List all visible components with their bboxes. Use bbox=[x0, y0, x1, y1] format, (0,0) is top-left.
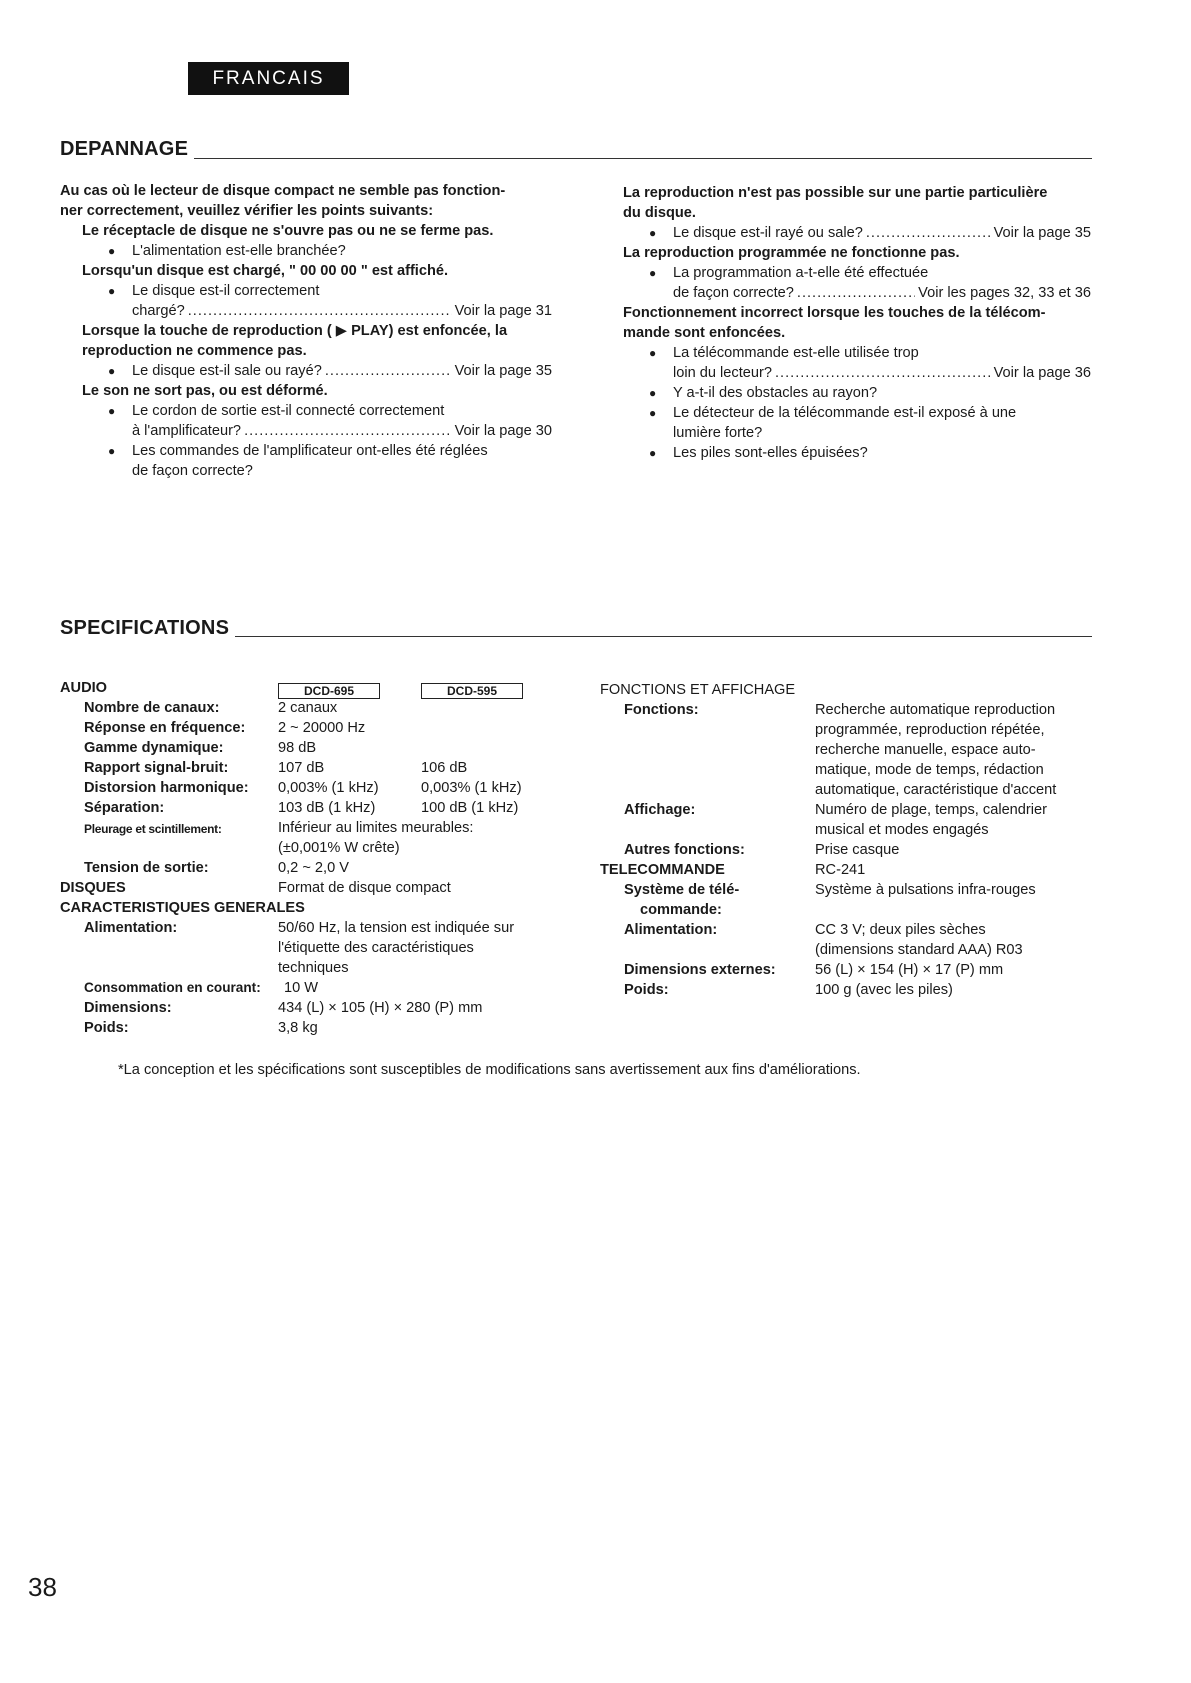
remote-heading: TELECOMMANDE bbox=[600, 862, 725, 878]
spec-value: 56 (L) × 154 (H) × 17 (P) mm bbox=[815, 962, 1004, 978]
spec-value: 106 dB bbox=[421, 760, 468, 776]
spec-value: 2 canaux bbox=[278, 700, 338, 716]
spec-value: Format de disque compact bbox=[278, 880, 451, 896]
spec-label: Consommation en courant: bbox=[84, 980, 261, 995]
spec-value: 0,003% (1 kHz) bbox=[278, 780, 379, 796]
audio-heading: AUDIO bbox=[60, 680, 108, 696]
spec-value: l'étiquette des caractéristiques bbox=[278, 940, 474, 956]
spec-value: RC-241 bbox=[815, 862, 866, 878]
spec-label: Nombre de canaux: bbox=[84, 700, 220, 716]
spec-value: recherche manuelle, espace auto- bbox=[815, 742, 1036, 758]
spec-label: Tension de sortie: bbox=[84, 860, 209, 876]
spec-label: Système de télé- bbox=[624, 882, 740, 898]
spec-value: Prise casque bbox=[815, 842, 900, 858]
spec-label: Rapport signal-bruit: bbox=[84, 760, 229, 776]
problem-heading: Le son ne sort pas, ou est déformé. bbox=[82, 383, 328, 399]
spec-label: Alimentation: bbox=[84, 920, 178, 936]
page-reference: Voir la page 31 bbox=[454, 303, 552, 319]
problem-heading: Le réceptacle de disque ne s'ouvre pas ou ne se ferme pas. bbox=[82, 223, 494, 239]
page-reference: Voir la page 35 bbox=[454, 363, 552, 379]
footnote: *La conception et les spécifications sont susceptibles de modifications sans avertissement aux fins d'améliorations. bbox=[118, 1062, 861, 1078]
spec-label: commande: bbox=[640, 902, 722, 918]
page-number: 38 bbox=[28, 1572, 57, 1602]
functions-heading: FONCTIONS ET AFFICHAGE bbox=[600, 682, 796, 698]
troubleshooting-title: DEPANNAGE bbox=[60, 138, 189, 160]
discs-heading: DISQUES bbox=[60, 880, 126, 896]
page-reference: Voir les pages 32, 33 et 36 bbox=[918, 285, 1091, 301]
spec-value: 98 dB bbox=[278, 740, 317, 756]
check-item: ● La programmation a-t-elle été effectuée bbox=[649, 265, 929, 281]
check-item-reference: ● Le disque est-il sale ou rayé? ..... Voir la page 35 bbox=[60, 361, 552, 381]
check-item-reference: chargé? ..... Voir la page 31 bbox=[60, 301, 552, 321]
spec-value: 50/60 Hz, la tension est indiquée sur bbox=[278, 920, 515, 936]
spec-value: 103 dB (1 kHz) bbox=[278, 800, 376, 816]
spec-value: (±0,001% W crête) bbox=[278, 840, 400, 856]
problem-heading: Fonctionnement incorrect lorsque les touches de la télécom- bbox=[623, 305, 1046, 321]
spec-value: CC 3 V; deux piles sèches bbox=[815, 922, 986, 938]
problem-heading: mande sont enfoncées. bbox=[623, 325, 786, 341]
spec-label: Réponse en fréquence: bbox=[84, 720, 246, 736]
page-reference: Voir la page 30 bbox=[454, 423, 552, 439]
language-tab: FRANCAIS bbox=[188, 62, 349, 95]
spec-value: 2 ~ 20000 Hz bbox=[278, 720, 366, 736]
spec-value: 10 W bbox=[284, 980, 319, 996]
check-item: ● L'alimentation est-elle branchée? bbox=[108, 243, 346, 259]
spec-value: 0,2 ~ 2,0 V bbox=[278, 860, 349, 876]
problem-heading: La reproduction n'est pas possible sur une partie particulière bbox=[623, 185, 1048, 201]
spec-label: Poids: bbox=[624, 982, 669, 998]
check-item: ● Le disque est-il correctement bbox=[108, 283, 320, 299]
check-item-reference: à l'amplificateur? ..... Voir la page 30 bbox=[60, 421, 552, 441]
spec-value: 3,8 kg bbox=[278, 1020, 318, 1036]
spec-value: Numéro de plage, temps, calendrier bbox=[815, 802, 1047, 818]
check-item: ● La télécommande est-elle utilisée trop bbox=[649, 345, 919, 361]
check-item: ● Le cordon de sortie est-il connecté correctement bbox=[108, 403, 445, 419]
spec-value: musical et modes engagés bbox=[815, 822, 989, 838]
spec-value: 100 g (avec les piles) bbox=[815, 982, 953, 998]
check-item-reference: ● Le disque est-il rayé ou sale? ..... Voir la page 35 bbox=[623, 223, 1091, 243]
spec-value: 107 dB bbox=[278, 760, 325, 776]
spec-label: Autres fonctions: bbox=[624, 842, 745, 858]
spec-label: Fonctions: bbox=[624, 702, 699, 718]
spec-label: Affichage: bbox=[624, 802, 696, 818]
spec-label: Pleurage et scintillement: bbox=[84, 822, 222, 836]
page-reference: Voir la page 36 bbox=[993, 365, 1091, 381]
general-heading: CARACTERISTIQUES GENERALES bbox=[60, 900, 305, 916]
spec-label: Séparation: bbox=[84, 800, 165, 816]
model-label-dcd-695: DCD-695 bbox=[278, 683, 380, 699]
spec-label: Poids: bbox=[84, 1020, 129, 1036]
problem-heading: La reproduction programmée ne fonctionne pas. bbox=[623, 245, 960, 261]
troubleshooting-right-column bbox=[623, 183, 1091, 463]
check-item-continued: de façon correcte? bbox=[132, 463, 253, 479]
spec-value: (dimensions standard AAA) R03 bbox=[815, 942, 1023, 958]
spec-value: Recherche automatique reproduction bbox=[815, 702, 1056, 718]
spec-value: 434 (L) × 105 (H) × 280 (P) mm bbox=[278, 1000, 483, 1016]
intro-line: ner correctement, veuillez vérifier les points suivants: bbox=[60, 203, 434, 219]
spec-label: Dimensions: bbox=[84, 1000, 172, 1016]
spec-value: Système à pulsations infra-rouges bbox=[815, 882, 1036, 898]
spec-label: Dimensions externes: bbox=[624, 962, 776, 978]
spec-value: matique, mode de temps, rédaction bbox=[815, 762, 1044, 778]
troubleshooting-left-column bbox=[60, 181, 552, 481]
check-item-continued: lumière forte? bbox=[673, 425, 763, 441]
check-item: ● Y a-t-il des obstacles au rayon? bbox=[649, 385, 878, 401]
spec-value: programmée, reproduction répétée, bbox=[815, 722, 1045, 738]
check-item-reference: de façon correcte? ..... Voir les pages 32, 33 et 36 bbox=[623, 283, 1091, 303]
spec-value: Inférieur au limites meurables: bbox=[278, 820, 474, 836]
spec-label: Alimentation: bbox=[624, 922, 718, 938]
specifications-rule bbox=[235, 636, 1092, 637]
intro-line: Au cas où le lecteur de disque compact ne semble pas fonction- bbox=[60, 183, 506, 199]
check-item: ● Les commandes de l'amplificateur ont-elles été réglées bbox=[108, 443, 488, 459]
problem-heading: Lorsqu'un disque est chargé, " 00 00 00 " est affiché. bbox=[82, 263, 449, 279]
problem-heading: du disque. bbox=[623, 205, 696, 221]
spec-value: 0,003% (1 kHz) bbox=[421, 780, 522, 796]
spec-value: 100 dB (1 kHz) bbox=[421, 800, 519, 816]
check-item: ● Les piles sont-elles épuisées? bbox=[649, 445, 868, 461]
specifications-title: SPECIFICATIONS bbox=[60, 617, 230, 639]
check-item: ● Le détecteur de la télécommande est-il exposé à une bbox=[649, 405, 1017, 421]
problem-heading: reproduction ne commence pas. bbox=[82, 343, 307, 359]
troubleshooting-rule bbox=[194, 158, 1092, 159]
page-reference: Voir la page 35 bbox=[993, 225, 1091, 241]
spec-label: Distorsion harmonique: bbox=[84, 780, 249, 796]
problem-heading: Lorsque la touche de reproduction ( ▶ PLAY) est enfoncée, la bbox=[82, 323, 508, 339]
check-item-reference: loin du lecteur? ..... Voir la page 36 bbox=[623, 363, 1091, 383]
model-label-dcd-595: DCD-595 bbox=[421, 683, 523, 699]
spec-label: Gamme dynamique: bbox=[84, 740, 224, 756]
spec-value: automatique, caractéristique d'accent bbox=[815, 782, 1057, 798]
spec-value: techniques bbox=[278, 960, 349, 976]
